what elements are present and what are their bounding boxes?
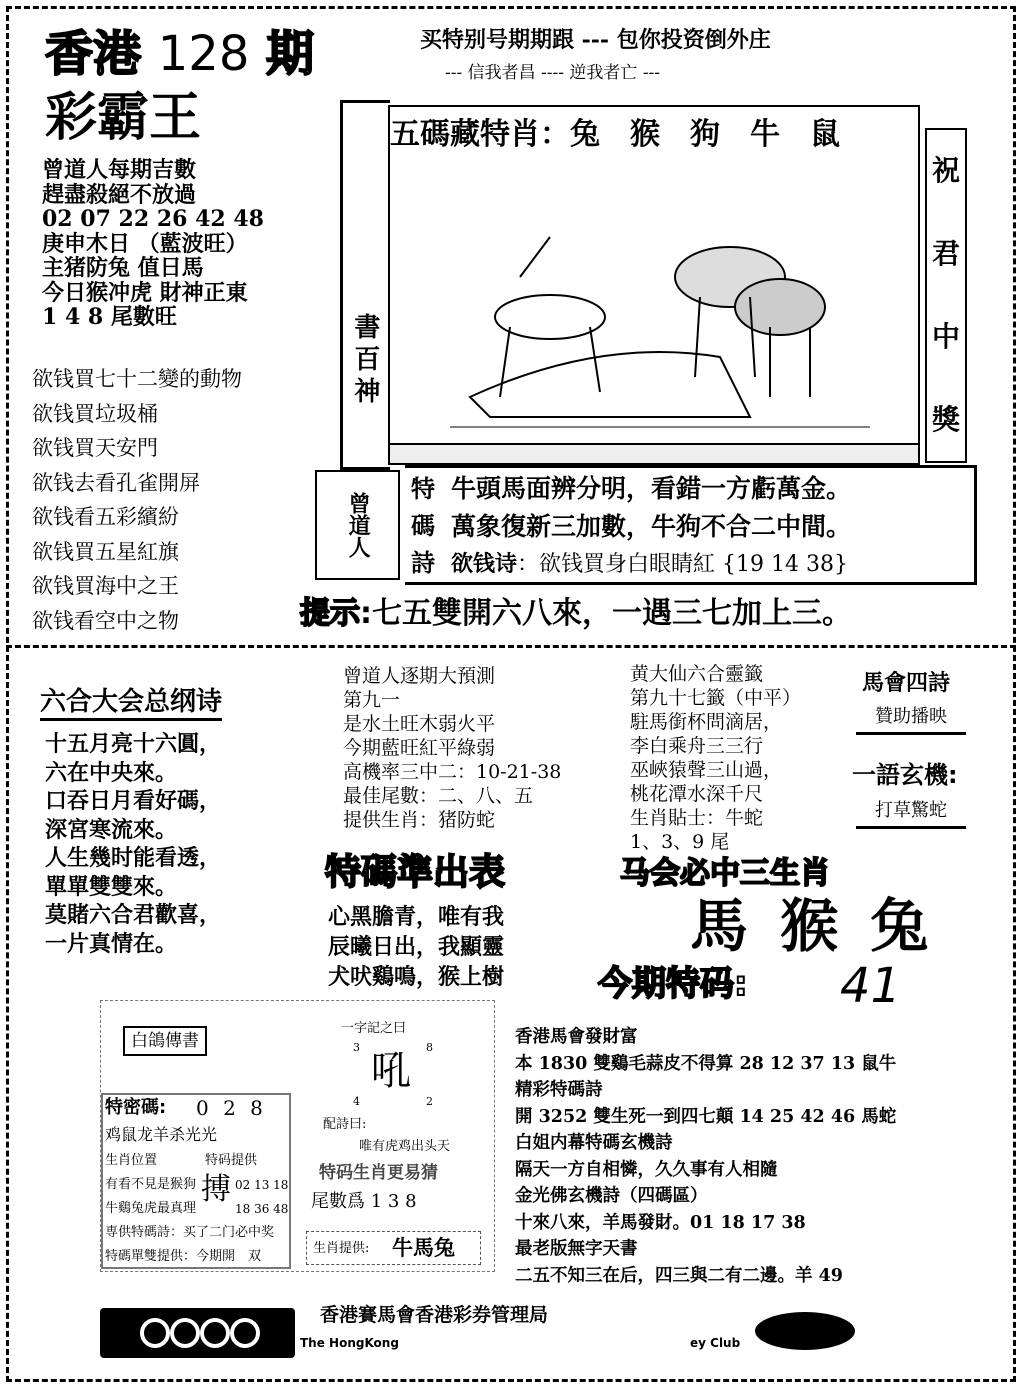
special-poem-box — [405, 465, 977, 585]
section-divider — [6, 645, 1016, 648]
brand: 彩霸王 — [45, 88, 202, 148]
list-item: 欲钱買天安門 — [32, 436, 158, 460]
motto: --- 信我者昌 ---- 逆我者亡 --- — [445, 63, 661, 83]
animals-illustration — [450, 187, 870, 437]
intro-line: 今日猴冲虎 財神正東 — [42, 279, 248, 306]
intro-line: 02 07 22 26 42 48 — [42, 206, 264, 232]
jockey-club-logo-right — [755, 1312, 855, 1350]
intro-line: 曾道人每期吉數 — [42, 157, 197, 183]
easy-guess: 特码生肖更易猜 — [319, 1163, 438, 1183]
list-item: 欲钱買海中之王 — [32, 574, 179, 598]
left-vertical-box: 書百神 — [340, 100, 390, 470]
want-money-list — [32, 362, 242, 638]
poem-line: 牛頭馬面辨分明，看錯一方虧萬金。 — [451, 474, 852, 503]
intro-line: 趕盡殺絕不放過 — [42, 181, 197, 208]
special-number: 41 — [840, 958, 902, 1014]
list-item: 欲钱看五彩繽紛 — [32, 505, 179, 529]
four-poems: 馬會四詩 — [862, 671, 951, 696]
footer-en-left: The HongKong — [300, 1336, 399, 1350]
picture-shadow — [388, 445, 920, 465]
pigeon-title: 白鴿傳書 — [123, 1026, 207, 1056]
zodiac-provide-box: 生肖提供: 牛馬兔 — [306, 1231, 481, 1265]
three-zodiac-animals: 馬 猴 兔 — [690, 892, 935, 960]
pigeon-panel: 白鴿傳書 特密碼: 0 2 8 鸡鼠龙羊杀光光 生肖位置 有看不見是猴狗 牛鷄兔虎最真理 特码提供 搏 02 13 18 18 36 48 専供特碼詩：买了二门必中奖 特碼單雙提供：今期開 双 一字記之曰 3 8 吼 4 2 配詩曰: 唯有虎鸡出头天 特码生肖更易猜 尾數爲 1 3 8 生肖提供: 牛馬兔 — [100, 1000, 495, 1272]
secret-label: 特密碼: — [105, 1097, 167, 1118]
jockey-club-logo-left — [100, 1308, 295, 1358]
list-item: 欲钱買垃圾桶 — [32, 401, 158, 426]
wong-tai-sin: 黄大仙六合靈籤 第九十七籤（中平） 駐馬銜杯問滴居， 李白乘舟三三行 巫峽猿聲三山過， 桃花潭水深千尺 生肖貼士：牛蛇 1、3、9 尾 — [630, 663, 802, 853]
list-item: 欲钱去看孔雀開屏 — [32, 470, 200, 495]
grand-poem-title: 六合大会总纲诗 — [40, 686, 222, 721]
list-item: 欲钱買七十二變的動物 — [32, 367, 242, 391]
grand-poem: 十五月亮十六圓， 六在中央來。 口吞日月看好碼， 深宮寒流來。 人生幾时能看透， 單單雙雙來。 莫賭六合君歡喜， 一片真情在。 — [45, 731, 222, 957]
table-title: 特碼準出表 — [325, 852, 506, 893]
word-char: 吼 — [371, 1048, 411, 1094]
sponsor: 贊助播映 — [856, 706, 966, 735]
intro-lines — [42, 158, 264, 330]
intro-line: 1 4 8 尾數旺 — [42, 304, 177, 330]
right-vertical-box: 祝 君 中 獎 — [925, 128, 967, 463]
footer-en-right: ey Club — [690, 1336, 741, 1350]
hk-jockey-texts: 香港馬會發財富 本 1830 雙鷄毛蒜皮不得算 28 12 37 13 鼠牛 精彩特碼詩 開 3252 雙生死一到四七顛 14 25 42 46 馬蛇 白姐内幕特碼玄機詩 隔天一方自相憐，久久事有人相隨 金光佛玄機詩（四碼區） 十來八來，羊馬發財。01 18 17 38 最老版無字天書 二五不知三在后，四三與二有二邊。羊 49 — [515, 1027, 897, 1286]
poem-line: 萬象復新三加數，牛狗不合二中間。 — [451, 512, 852, 541]
special-poem-label: 特 碼 詩 — [411, 474, 435, 578]
intro-line: 主猪防兔 值日馬 — [42, 255, 204, 281]
intro-line: 庚申木日 （藍波旺） — [42, 230, 248, 257]
picture-title: 五碼藏特肖：兔 猴 狗 牛 鼠 — [390, 117, 840, 152]
stamp-logo: 曾道人 — [315, 470, 400, 580]
word-title: 一字記之曰 — [341, 1021, 407, 1036]
list-item: 欲钱買五星紅旗 — [32, 539, 179, 564]
list-item: 欲钱看空中之物 — [32, 608, 179, 633]
bo-char: 搏 — [201, 1172, 231, 1207]
slogan: 买特别号期期跟 --- 包你投资倒外庄 — [420, 27, 771, 53]
odd-even: 特碼單雙提供：今期開 双 — [105, 1249, 262, 1264]
secret-number: 0 2 8 — [196, 1096, 267, 1120]
title-period: 期 — [266, 26, 315, 82]
special-label: 今期特码: — [598, 964, 748, 1004]
one-word-answer: 打草驚蛇 — [856, 800, 966, 829]
footer-org: 香港賽馬會香港彩券管理局 — [320, 1304, 549, 1326]
title-hk: 香港 — [45, 26, 142, 82]
masthead — [45, 26, 314, 82]
prediction: 曾道人逐期大預測 第九一 是水土旺木弱火平 今期藍旺紅平綠弱 高機率三中二：10-21-38 最佳尾數：二、八、五 提供生肖：猪防蛇 — [343, 665, 562, 831]
hint: 提示:七五雙開六八來，一遇三七加上三。 — [300, 596, 852, 631]
poem-line: 欲钱诗：欲钱買身白眼睛紅 {19 14 38} — [451, 551, 848, 577]
issue-number: 128 — [157, 26, 250, 82]
table-lines: 心黑膽青，唯有我 辰曦日出，我顯靈 犬吠鷄鳴，猴上樹 — [328, 904, 505, 990]
three-zodiac-title: 马会必中三生肖 — [620, 856, 830, 891]
secret-zodiacs: 鸡鼠龙羊杀光光 — [105, 1125, 218, 1144]
one-word: 一語玄機: — [852, 761, 958, 789]
picture-frame — [388, 105, 920, 445]
